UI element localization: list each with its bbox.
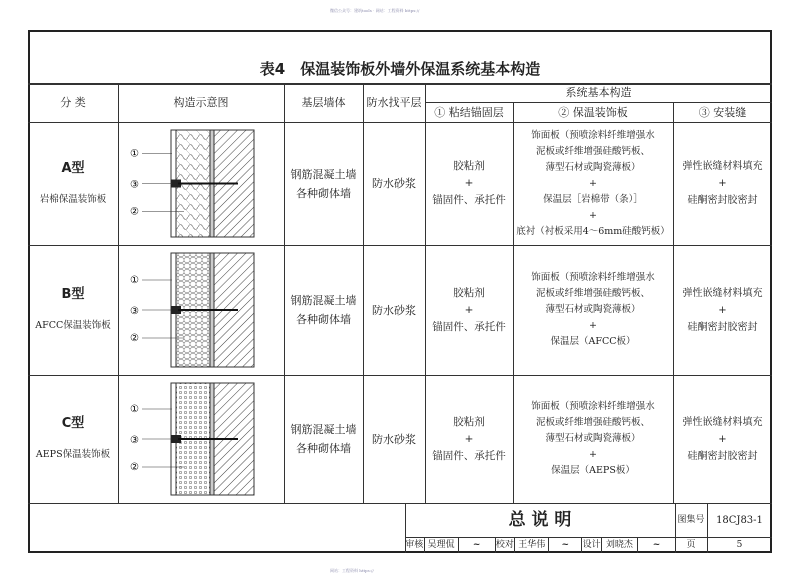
layer1-line: + bbox=[464, 177, 474, 189]
panel-name: 岩棉保温装饰板 bbox=[39, 193, 107, 205]
label-1: ① bbox=[130, 148, 139, 160]
panel-type: A型 bbox=[61, 160, 85, 176]
construction-diagram bbox=[118, 122, 284, 245]
layer2-line: + bbox=[589, 177, 597, 189]
page-label: 页 bbox=[686, 539, 696, 550]
header-base-wall: 基层墙体 bbox=[301, 96, 346, 109]
layer2-line: + bbox=[589, 449, 597, 460]
layer2-line: 保温层（AFCC板） bbox=[550, 336, 636, 347]
panel-type: B型 bbox=[61, 287, 85, 302]
designer-signature: ~ bbox=[652, 540, 661, 550]
layer1-line: 锚固件、承托件 bbox=[432, 194, 506, 206]
layer3-cell bbox=[673, 122, 772, 245]
design-label: 设计 bbox=[582, 537, 602, 553]
layer3-line: 弹性嵌缝材料填充 bbox=[682, 161, 763, 172]
waterproof-cell: 防水砂浆 bbox=[372, 432, 416, 446]
layer3-line: 弹性嵌缝材料填充 bbox=[682, 287, 763, 299]
construction-diagram bbox=[118, 245, 284, 375]
page-number: 5 bbox=[736, 539, 743, 550]
layer2-line: 薄型石材或陶瓷薄板） bbox=[545, 433, 641, 444]
layer3-cell bbox=[673, 375, 772, 503]
layer2-cell bbox=[513, 375, 673, 503]
label-2: ② bbox=[130, 206, 139, 218]
layer2-line: 薄型石材或陶瓷薄板） bbox=[545, 304, 641, 315]
category-cell bbox=[28, 122, 118, 245]
layer1-line: 胶粘剂 bbox=[453, 160, 485, 172]
label-1: ① bbox=[130, 404, 139, 415]
layer3-line: + bbox=[718, 304, 727, 316]
base_wall-line: 钢筋混凝土墙 bbox=[290, 294, 357, 307]
layer1-line: 胶粘剂 bbox=[453, 286, 485, 299]
layer1-line: 胶粘剂 bbox=[453, 415, 485, 428]
panel-name: AFCC保温装饰板 bbox=[35, 320, 111, 331]
layer1-cell bbox=[425, 122, 513, 245]
signature-row bbox=[405, 537, 675, 553]
label-1: ① bbox=[130, 275, 139, 286]
reviewer-name: 吴理侃 bbox=[425, 537, 459, 553]
category-cell bbox=[28, 375, 118, 503]
construction-diagram bbox=[118, 375, 284, 503]
layer3-line: + bbox=[718, 178, 727, 189]
layer2-line: 饰面板（预喷涂料纤维增强水 bbox=[531, 272, 655, 283]
watermark-bottom: 网站：工程资料 https:// bbox=[330, 568, 374, 573]
base-wall-cell bbox=[284, 245, 363, 375]
review-label: 审核 bbox=[405, 537, 425, 553]
watermark-top: 微信公众号：建筑tools · 网站：工程资料 https:// bbox=[330, 8, 420, 13]
layer1-line: + bbox=[464, 303, 474, 316]
header-layer3: ③ 安装缝 bbox=[698, 105, 747, 119]
checker-name: 王华伟 bbox=[515, 537, 549, 553]
layer2-cell bbox=[513, 245, 673, 375]
layer3-line: + bbox=[718, 433, 727, 445]
waterproof-cell: 防水砂浆 bbox=[372, 177, 416, 190]
layer3-line: 硅酮密封胶密封 bbox=[687, 450, 758, 462]
base_wall-line: 钢筋混凝土墙 bbox=[290, 423, 357, 436]
layer3-line: 硅酮密封胶密封 bbox=[687, 321, 758, 333]
checker-signature: ~ bbox=[549, 537, 582, 553]
layer2-cell bbox=[513, 122, 673, 245]
atlas-number: 18CJ83-1 bbox=[716, 514, 763, 526]
header-layer2: ② 保温装饰板 bbox=[558, 105, 628, 119]
header-system: 系统基本构造 bbox=[565, 86, 632, 99]
table-title: 表4 保温装饰板外墙外保温系统基本构造 bbox=[259, 59, 541, 78]
layer2-line: + bbox=[589, 320, 597, 331]
reviewer-signature: ~ bbox=[459, 537, 496, 553]
panel-name: AEPS保温装饰板 bbox=[35, 449, 111, 460]
layer1-cell bbox=[425, 245, 513, 375]
label-3: ③ bbox=[130, 179, 139, 191]
base-wall-cell bbox=[284, 375, 363, 503]
check-label: 校对 bbox=[496, 537, 516, 553]
layer1-line: 锚固件、承托件 bbox=[432, 449, 506, 462]
layer2-line: 保温层（AEPS板） bbox=[551, 465, 635, 476]
layer2-line: 保温层［岩棉带（条）］ bbox=[543, 193, 643, 205]
layer3-cell bbox=[673, 245, 772, 375]
label-3: ③ bbox=[130, 306, 139, 317]
base_wall-line: 各种砌体墙 bbox=[296, 186, 351, 200]
base_wall-line: 钢筋混凝土墙 bbox=[290, 167, 357, 181]
label-3: ③ bbox=[130, 435, 139, 446]
layer2-line: 底衬（衬板采用4～6mm硅酸钙板） bbox=[516, 225, 670, 237]
base_wall-line: 各种砌体墙 bbox=[296, 313, 351, 326]
layer2-line: + bbox=[589, 209, 597, 221]
label-2: ② bbox=[130, 333, 139, 344]
layer1-line: 锚固件、承托件 bbox=[432, 320, 506, 333]
layer2-line: 泥板或纤维增强硅酸钙板、 bbox=[535, 417, 650, 428]
header-waterproof: 防水找平层 bbox=[366, 96, 422, 109]
waterproof-cell: 防水砂浆 bbox=[372, 303, 416, 317]
layer1-line: + bbox=[464, 432, 474, 445]
header-diagram: 构造示意图 bbox=[173, 96, 229, 109]
category-cell bbox=[28, 245, 118, 375]
layer2-line: 饰面板（预喷涂料纤维增强水 bbox=[531, 129, 655, 141]
drawing-title: 总 说 明 bbox=[508, 509, 572, 530]
header-category: 分 类 bbox=[60, 96, 86, 109]
base-wall-cell bbox=[284, 122, 363, 245]
base_wall-line: 各种砌体墙 bbox=[296, 442, 351, 455]
layer3-line: 弹性嵌缝材料填充 bbox=[682, 416, 763, 428]
atlas-label: 图集号 bbox=[677, 514, 705, 525]
layer1-cell bbox=[425, 375, 513, 503]
panel-type: C型 bbox=[61, 416, 85, 431]
layer2-line: 泥板或纤维增强硅酸钙板、 bbox=[535, 288, 650, 299]
designer-name: 刘晓杰 bbox=[602, 537, 638, 553]
layer2-line: 饰面板（预喷涂料纤维增强水 bbox=[531, 401, 655, 412]
layer2-line: 泥板或纤维增强硅酸钙板、 bbox=[535, 145, 650, 157]
header-layer1: ① 粘结锚固层 bbox=[434, 105, 504, 119]
label-2: ② bbox=[130, 462, 139, 473]
layer3-line: 硅酮密封胶密封 bbox=[687, 195, 758, 206]
layer2-line: 薄型石材或陶瓷薄板） bbox=[545, 161, 641, 173]
